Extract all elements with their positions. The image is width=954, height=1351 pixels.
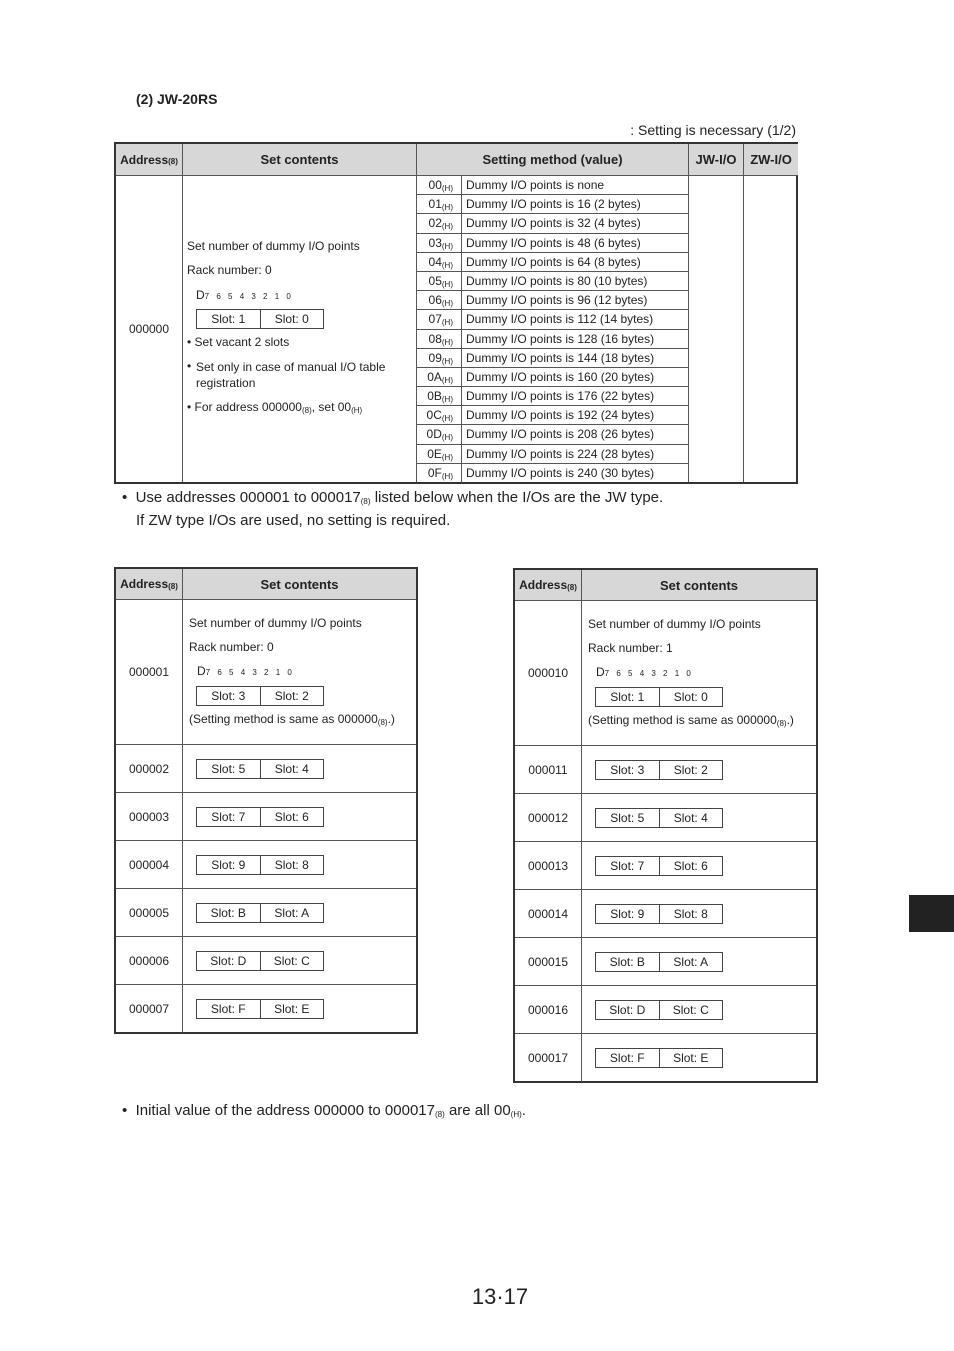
address-cell: 000017 [515,1034,582,1082]
set-contents-cell [582,794,816,841]
set-contents-cell [183,937,416,984]
slot-right: Slot: 6 [659,857,723,875]
method-code: $0C_{(H)}$ [417,406,462,424]
set-line-1: Set number of dummy I/O points [189,616,362,630]
table-row [515,986,816,1034]
set-contents-cell [582,938,816,985]
slot-right: Slot: A [260,904,324,922]
set-contents-cell [582,746,816,793]
slot-left: Slot: 7 [610,858,645,873]
method-description: Dummy I/O points is 112 (14 bytes) [466,312,654,327]
slot-left: Slot: 5 [610,810,645,825]
method-row [417,368,689,387]
bit-labels: D7 6 5 4 3 2 1 0 [596,665,691,679]
method-row [417,310,689,329]
method-row [417,425,689,444]
method-list [417,176,689,483]
slot-left: Slot: 1 [211,312,246,326]
setting-method-note: (Setting method is same as $000000_{(8)}$.) [588,713,794,728]
header-set-contents: Set contents [582,570,816,601]
main-address-cell: 000000 [116,176,183,482]
method-row [417,176,689,195]
table-row [116,745,416,793]
bullet-2: • Set only in case of manual I/O table registration [187,359,386,390]
method-row [417,291,689,310]
main-setting-table [114,142,798,484]
table-row [116,937,416,985]
slot-right: Slot: 8 [659,905,723,923]
method-description: Dummy I/O points is 64 (8 bytes) [466,254,641,269]
method-code: $0D_{(H)}$ [417,425,462,443]
slot-right: Slot: 8 [260,856,324,874]
slot-right: Slot: 2 [260,687,324,705]
method-description: Dummy I/O points is 240 (30 bytes) [466,465,655,480]
main-set-contents-cell [183,176,417,482]
method-code: $0F_{(H)}$ [417,464,462,483]
method-description: Dummy I/O points is 208 (26 bytes) [466,427,655,442]
method-row [417,330,689,349]
section-title: (2) JW-20RS [136,91,218,107]
method-description: Dummy I/O points is 192 (24 bytes) [466,408,655,423]
method-code: $09_{(H)}$ [417,349,462,367]
slot-left: Slot: 9 [211,857,246,872]
set-line-2: Rack number: 0 [187,263,272,277]
set-contents-cell [183,985,416,1033]
method-description: Dummy I/O points is 128 (16 bytes) [466,331,655,346]
bit-labels: D7 6 5 4 3 2 1 0 [196,288,291,302]
zw-io-cell [744,176,798,482]
slot-right: Slot: 0 [260,310,324,328]
method-code: $01_{(H)}$ [417,195,462,213]
set-contents-cell [183,793,416,840]
address-cell: 000012 [515,794,582,841]
slot-left: Slot: 1 [610,690,645,704]
table-row [116,889,416,937]
slot-right: Slot: 4 [260,760,324,778]
slot-left: Slot: B [609,954,645,969]
slot-left: Slot: F [210,1002,246,1016]
method-row [417,214,689,233]
method-row [417,406,689,425]
method-description: Dummy I/O points is none [466,178,605,192]
table-row [515,890,816,938]
address-cell: 000004 [116,841,183,888]
use-note-line-2: If ZW type I/Os are used, no setting is required. [136,512,451,529]
bit-labels: D7 6 5 4 3 2 1 0 [197,664,292,678]
method-code: $02_{(H)}$ [417,214,462,232]
table-row [116,841,416,889]
method-description: Dummy I/O points is 224 (28 bytes) [466,446,655,461]
method-description: Dummy I/O points is 16 (2 bytes) [466,197,641,212]
page-number: 13·17 [471,1284,529,1309]
slot-right: Slot: C [659,1001,723,1019]
method-code: $00_{(H)}$ [417,176,462,194]
address-cell: 000011 [515,746,582,793]
slot-right: Slot: A [659,953,723,971]
header-setting-method: Setting method (value) [417,144,689,176]
method-code: $06_{(H)}$ [417,291,462,309]
left-address-table [114,567,418,1034]
address-cell: 000001 [116,600,183,744]
header-set-contents: Set contents [183,569,416,600]
set-contents-cell [183,889,416,936]
set-line-2: Rack number: 1 [588,641,673,655]
set-contents-cell [582,842,816,889]
slot-box [595,1000,723,1020]
slot-box [196,759,324,779]
set-contents-cell [582,601,816,745]
method-code: $03_{(H)}$ [417,234,462,252]
set-contents-cell [582,890,816,937]
use-note-line-1: • Use addresses 000001 to $000017_{(8)}$ listed below when the I/Os are the JW type. [122,489,664,506]
table-row [515,794,816,842]
set-line-1: Set number of dummy I/O points [588,617,761,631]
set-line-1: Set number of dummy I/O points [187,239,360,253]
slot-box [196,903,324,923]
address-cell: 000016 [515,986,582,1033]
method-row [417,234,689,253]
method-code: $07_{(H)}$ [417,310,462,328]
set-line-2: Rack number: 0 [189,640,274,654]
slot-box [196,855,324,875]
method-row [417,387,689,406]
table-row [515,938,816,986]
slot-left: Slot: B [210,905,246,920]
address-cell: 000002 [116,745,183,792]
method-description: Dummy I/O points is 160 (20 bytes) [466,369,655,384]
slot-box [595,856,723,876]
method-description: Dummy I/O points is 144 (18 bytes) [466,350,655,365]
method-row [417,445,689,464]
method-description: Dummy I/O points is 96 (12 bytes) [466,293,648,308]
method-code: $05_{(H)}$ [417,272,462,290]
address-cell: 000010 [515,601,582,745]
method-row [417,272,689,291]
slot-box [196,951,324,971]
address-cell: 000003 [116,793,183,840]
slot-box [196,309,324,329]
set-contents-cell [183,841,416,888]
header-address: Address $_{(8)}$ [116,144,183,176]
method-row [417,195,689,214]
slot-left: Slot: 7 [211,809,246,824]
table-row [515,601,816,746]
slot-box [595,687,723,707]
slot-left: Slot: D [210,953,247,968]
method-code: $0B_{(H)}$ [417,387,462,405]
slot-right: Slot: 2 [659,761,723,779]
slot-right: Slot: E [260,1000,324,1018]
method-row [417,464,689,483]
method-code: $08_{(H)}$ [417,330,462,348]
header-jw-io: JW-I/O [689,144,744,176]
right-address-table [513,568,818,1083]
table-row [515,842,816,890]
header-set-contents: Set contents [183,144,417,176]
set-contents-cell [582,1034,816,1082]
bullet-1: • Set vacant 2 slots [187,335,290,349]
header-address: Address $_{(8)}$ [515,570,582,601]
slot-left: Slot: 9 [610,906,645,921]
header-zw-io: ZW-I/O [744,144,798,176]
slot-box [595,808,723,828]
address-cell: 000005 [116,889,183,936]
slot-right: Slot: C [260,952,324,970]
bullet-3: • For address $000000_{(8)}$, set $00_{(H)}$ [187,400,363,415]
method-code: $0A_{(H)}$ [417,368,462,386]
slot-left: Slot: 3 [211,689,246,703]
setting-method-note: (Setting method is same as $000000_{(8)}$.) [189,712,395,727]
jw-io-cell [689,176,744,482]
header-address: Address $_{(8)}$ [116,569,183,600]
method-description: Dummy I/O points is 48 (6 bytes) [466,235,641,250]
slot-right: Slot: 6 [260,808,324,826]
table-row [515,1034,816,1082]
method-description: Dummy I/O points is 32 (4 bytes) [466,216,641,231]
table-row [515,746,816,794]
setting-note: : Setting is necessary (1/2) [630,122,796,138]
slot-right: Slot: E [659,1049,723,1067]
slot-left: Slot: 5 [211,761,246,776]
address-cell: 000015 [515,938,582,985]
slot-left: Slot: D [609,1002,646,1017]
initial-value-note: • Initial value of the address 000000 to $000017_{(8)}$ are all $00_{(H)}$. [122,1102,526,1119]
slot-left: Slot: 3 [610,762,645,777]
method-row [417,349,689,368]
slot-box [196,686,324,706]
slot-box [196,999,324,1019]
slot-right: Slot: 0 [659,688,723,706]
slot-box [595,904,723,924]
set-contents-cell [183,600,416,744]
table-row [116,985,416,1033]
address-cell: 000014 [515,890,582,937]
slot-right: Slot: 4 [659,809,723,827]
set-contents-cell [582,986,816,1033]
method-code: $0E_{(H)}$ [417,445,462,463]
address-cell: 000007 [116,985,183,1033]
slot-box [595,1048,723,1068]
method-code: $04_{(H)}$ [417,253,462,271]
slot-box [196,807,324,827]
chapter-tab [909,895,954,932]
slot-box [595,760,723,780]
table-row [116,600,416,745]
method-row [417,253,689,272]
address-cell: 000006 [116,937,183,984]
method-description: Dummy I/O points is 80 (10 bytes) [466,273,648,288]
slot-left: Slot: F [609,1051,645,1065]
table-row [116,793,416,841]
set-contents-cell [183,745,416,792]
method-description: Dummy I/O points is 176 (22 bytes) [466,389,655,404]
slot-box [595,952,723,972]
address-cell: 000013 [515,842,582,889]
